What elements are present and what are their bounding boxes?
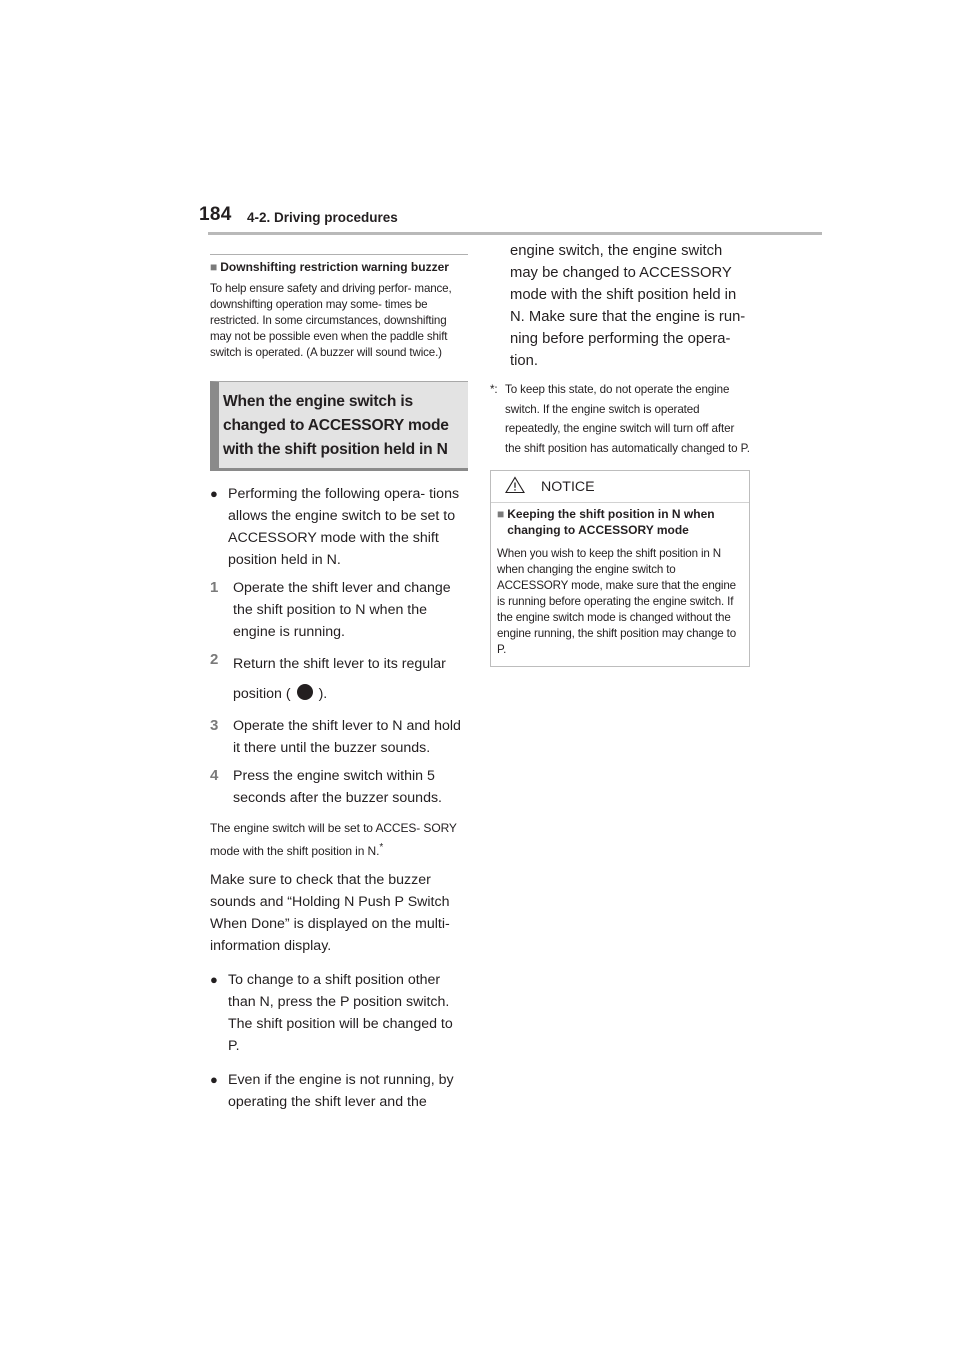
bullet-text: Even if the engine is not running, by operating the shift lever and the xyxy=(228,1071,454,1110)
notice-text: When you wish to keep the shift position in N when changing the engine switch to ACCESSORY mode, make sure that the engine is running before operating the engine switch. If the engine switch mode is changed without the engine running, the shift position may change to P. xyxy=(497,547,737,656)
bullet-dot-icon: ● xyxy=(210,971,218,987)
page-header xyxy=(0,0,960,240)
bullet-text: Performing the following opera- tions allows the engine switch to be set to ACCESSORY mode with the shift position held in N. xyxy=(228,485,460,568)
subsection-heading xyxy=(210,260,468,275)
step-result-note xyxy=(210,819,468,861)
square-bullet-icon: ■ xyxy=(210,260,218,274)
warning-triangle-icon xyxy=(505,476,525,498)
notice-box xyxy=(490,470,750,667)
footnote-text: To keep this state, do not operate the engine switch. If the engine switch is operated repeatedly, the engine switch will turn off after the shift position has automatically changed to P. xyxy=(505,383,750,455)
step-item xyxy=(210,649,468,709)
square-bullet-icon: ■ xyxy=(497,507,505,521)
step-number: 3 xyxy=(210,716,219,734)
bullet-dot-icon: ● xyxy=(210,485,218,501)
footnote-reference: * xyxy=(379,841,384,853)
step-text-before: Return the shift lever to its regular position ( xyxy=(233,655,446,702)
step-item xyxy=(210,715,468,759)
bullet-text: To change to a shift position other than N, press the P position switch. The shift position will be changed to P. xyxy=(228,971,453,1054)
notice-body xyxy=(491,503,749,666)
step-text: Operate the shift lever and change the shift position to N when the engine is running. xyxy=(233,579,451,640)
footnote-mark: *: xyxy=(490,383,498,396)
box-heading: When the engine switch is changed to ACCESSORY mode with the shift position held in N xyxy=(210,381,468,471)
notice-header xyxy=(491,471,749,503)
regular-position-circle-icon xyxy=(297,684,313,700)
step-number: 2 xyxy=(210,650,219,668)
subsection-divider xyxy=(210,254,468,255)
step-result-text: The engine switch will be set to ACCES- SORY mode with the shift position in N. xyxy=(210,820,457,858)
subsection-heading-text: Downshifting restriction warning buzzer xyxy=(220,260,449,274)
notice-subheading xyxy=(497,507,743,538)
step-text: Operate the shift lever to N and hold it there until the buzzer sounds. xyxy=(233,717,461,756)
left-column xyxy=(210,254,468,1113)
bullet-continuation: engine switch, the engine switch may be changed to ACCESSORY mode with the shift position held in N. Make sure that the engine is run- ning before performing the opera- tion. xyxy=(510,243,746,369)
right-column xyxy=(490,240,750,667)
bullet-item xyxy=(210,483,468,571)
footnote xyxy=(490,380,750,458)
page-number: 184 xyxy=(199,204,232,225)
body-paragraph: Make sure to check that the buzzer sounds and “Holding N Push P Switch When Done” is displayed on the multi-information display. xyxy=(210,871,450,954)
notice-title: NOTICE xyxy=(541,478,595,495)
step-item xyxy=(210,577,468,643)
bullet-dot-icon: ● xyxy=(210,1071,218,1087)
bullet-item xyxy=(210,969,468,1057)
step-number: 4 xyxy=(210,766,219,784)
bullet-item xyxy=(210,1069,468,1113)
notice-subheading-text: Keeping the shift position in N when changing to ACCESSORY mode xyxy=(507,507,715,537)
step-number: 1 xyxy=(210,578,219,596)
step-text: Press the engine switch within 5 seconds after the buzzer sounds. xyxy=(233,767,442,806)
header-divider xyxy=(208,232,822,235)
step-text xyxy=(233,649,468,709)
step-item xyxy=(210,765,468,809)
subsection-text: To help ensure safety and driving perfor- mance, downshifting operation may some- times be restricted. In some circumstances, downshifting may not be possible even when the paddle shift switch is operated. (A buzzer will sound twice.) xyxy=(210,282,452,359)
step-text-after: ). xyxy=(318,685,328,702)
section-title: 4-2. Driving procedures xyxy=(247,210,398,225)
